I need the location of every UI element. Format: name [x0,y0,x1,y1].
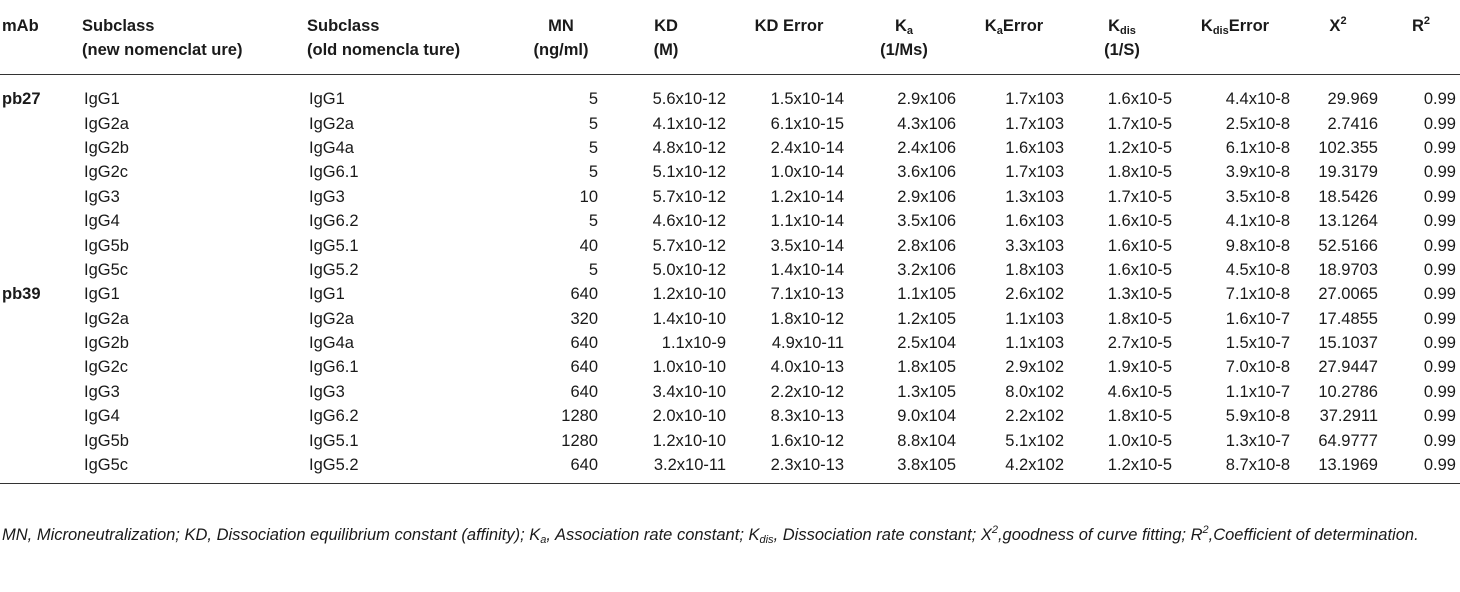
cell-kdis: 1.6x10-5 [1107,212,1172,231]
cell-r2: 0.99 [1423,431,1456,450]
cell-ka-error: 1.1x103 [1005,309,1064,328]
cell-subclass-old: IgG6.1 [309,358,359,377]
cell-kd-error: 2.4x10-14 [770,138,844,157]
cell-r2: 0.99 [1423,285,1456,304]
cell-kdis: 2.7x10-5 [1107,334,1172,353]
cell-mab [0,258,80,282]
cell-x2: 2.7416 [1327,114,1378,133]
cell-ka: 1.2x105 [897,309,956,328]
cell-kd-error: 1.8x10-12 [770,309,844,328]
cell-mn: 640 [570,285,598,304]
cell-r2: 0.99 [1423,358,1456,377]
cell-kd-error: 6.1x10-15 [770,114,844,133]
cell-subclass-new: IgG2c [84,358,129,377]
cell-mab: pb27 [2,90,41,109]
cell-kdis-error: 5.9x10-8 [1225,407,1290,426]
cell-subclass-old: IgG5.2 [309,260,359,279]
cell-subclass-new: IgG5b [84,236,129,255]
cell-subclass-old: IgG2a [309,309,354,328]
cell-subclass-old: IgG3 [309,187,345,206]
cell-r2: 0.99 [1423,212,1456,231]
cell-subclass-old: IgG4a [309,334,354,353]
cell-kd-error: 2.2x10-12 [770,382,844,401]
cell-kdis-error: 9.8x10-8 [1225,236,1290,255]
cell-x2: 64.9777 [1318,431,1378,450]
cell-kdis-error: 8.7x10-8 [1176,453,1294,484]
cell-kdis-error: 1.3x10-7 [1225,431,1290,450]
cell-kdis: 4.6x10-5 [1107,382,1172,401]
header-subclass-old: Subclass (old nomencla ture) [305,0,520,75]
cell-ka: 2.9x106 [897,90,956,109]
cell-r2: 0.99 [1423,138,1456,157]
cell-kd-error: 3.5x10-14 [770,236,844,255]
cell-x2: 19.3179 [1318,163,1378,182]
cell-mab [0,136,80,160]
cell-ka: 2.4x106 [897,138,956,157]
cell-x2: 27.9447 [1318,358,1378,377]
table-row [0,75,1460,112]
table-row [0,209,1460,233]
cell-mab [0,111,80,135]
cell-x2: 52.5166 [1318,236,1378,255]
table-row [0,380,1460,404]
cell-x2: 37.2911 [1319,407,1378,426]
cell-kdis-error: 4.1x10-8 [1225,212,1290,231]
cell-subclass-new: IgG5c [80,453,305,484]
cell-mn: 640 [520,453,602,484]
cell-ka-error: 2.6x102 [1005,285,1064,304]
cell-x2: 13.1969 [1294,453,1382,484]
cell-ka: 4.3x106 [897,114,956,133]
cell-ka: 2.5x104 [897,334,956,353]
cell-kdis: 1.2x10-5 [1068,453,1176,484]
cell-ka-error: 8.0x102 [1005,382,1064,401]
cell-ka: 2.8x106 [897,236,956,255]
cell-mn: 10 [579,187,598,206]
cell-mab [0,380,80,404]
cell-kdis-error: 7.1x10-8 [1225,285,1290,304]
cell-r2: 0.99 [1423,260,1456,279]
table-row [0,185,1460,209]
cell-mn: 640 [570,382,598,401]
cell-mn: 5 [588,138,598,157]
cell-kd: 5.7x10-12 [652,236,726,255]
cell-mn: 1280 [561,431,598,450]
table-row [0,428,1460,452]
cell-mn: 40 [579,236,598,255]
cell-ka-error: 5.1x102 [1005,431,1064,450]
cell-subclass-new: IgG3 [84,187,120,206]
cell-subclass-old: IgG1 [309,285,345,304]
cell-kdis-error: 1.1x10-7 [1225,382,1290,401]
cell-ka: 8.8x104 [897,431,956,450]
cell-kd: 5.7x10-12 [652,187,726,206]
cell-ka: 3.2x106 [897,260,956,279]
cell-kd: 4.8x10-12 [652,138,726,157]
cell-kd: 1.0x10-10 [652,358,726,377]
cell-kdis-error: 3.5x10-8 [1225,187,1290,206]
cell-kdis: 1.7x10-5 [1107,187,1172,206]
cell-mn: 5 [588,163,598,182]
cell-x2: 13.1264 [1318,212,1378,231]
cell-kdis-error: 4.4x10-8 [1225,90,1290,109]
cell-x2: 27.0065 [1318,285,1378,304]
cell-kd: 1.4x10-10 [652,309,726,328]
cell-kdis: 1.8x10-5 [1107,163,1172,182]
cell-ka-error: 1.8x103 [1005,260,1064,279]
cell-mab [0,307,80,331]
cell-kdis-error: 7.0x10-8 [1225,358,1290,377]
cell-kdis-error: 1.6x10-7 [1225,309,1290,328]
table-body [0,75,1460,484]
table-row [0,331,1460,355]
cell-mn: 640 [570,334,598,353]
cell-mab: pb39 [2,285,41,304]
cell-kd: 4.1x10-12 [652,114,726,133]
cell-r2: 0.99 [1423,334,1456,353]
header-ka: $K_a$ (1/Ms) [848,0,960,75]
cell-kdis: 1.6x10-5 [1107,90,1172,109]
table-row [0,307,1460,331]
cell-r2: 0.99 [1382,453,1460,484]
table-row [0,258,1460,282]
cell-kd-error: 1.5x10-14 [770,90,844,109]
cell-subclass-new: IgG1 [84,90,120,109]
cell-mab [0,428,80,452]
header-subclass-new: Subclass (new nomenclat ure) [80,0,305,75]
cell-kd: 1.2x10-10 [652,431,726,450]
cell-subclass-new: IgG1 [84,285,120,304]
cell-ka-error: 1.6x103 [1005,212,1064,231]
cell-kdis-error: 2.5x10-8 [1225,114,1290,133]
cell-kdis: 1.8x10-5 [1107,407,1172,426]
cell-ka: 1.1x105 [897,285,956,304]
cell-kd-error: 1.6x10-12 [770,431,844,450]
cell-kdis-error: 4.5x10-8 [1225,260,1290,279]
cell-r2: 0.99 [1423,187,1456,206]
cell-ka: 1.3x105 [897,382,956,401]
header-kd: KD (M) [602,0,730,75]
cell-x2: 17.4855 [1318,309,1378,328]
cell-subclass-old: IgG6.1 [309,163,359,182]
cell-ka-error: 2.9x102 [1005,358,1064,377]
cell-subclass-new: IgG3 [84,382,120,401]
cell-subclass-new: IgG2a [84,309,129,328]
cell-r2: 0.99 [1423,114,1456,133]
cell-subclass-old: IgG2a [309,114,354,133]
header-mn: MN (ng/ml) [520,0,602,75]
cell-subclass-new: IgG2b [84,138,129,157]
cell-kdis: 1.8x10-5 [1107,309,1172,328]
cell-mn: 5 [588,212,598,231]
header-kd-error: KD Error [730,0,848,75]
cell-x2: 15.1037 [1318,334,1378,353]
cell-ka: 9.0x104 [897,407,956,426]
cell-kd: 1.1x10-9 [661,334,726,353]
table-header [0,0,1460,75]
cell-r2: 0.99 [1423,163,1456,182]
cell-kd-error: 2.3x10-13 [730,453,848,484]
cell-kdis: 1.7x10-5 [1107,114,1172,133]
table-row [0,453,1460,484]
cell-kd: 3.2x10-11 [602,453,730,484]
cell-ka-error: 2.2x102 [1005,407,1064,426]
table-row [0,404,1460,428]
cell-kd: 5.0x10-12 [652,260,726,279]
cell-kdis: 1.2x10-5 [1107,138,1172,157]
header-x2: $X^2$ [1294,0,1382,75]
cell-mn: 5 [588,90,598,109]
cell-ka-error: 1.1x103 [1005,334,1064,353]
cell-ka-error: 1.3x103 [1005,187,1064,206]
table-footnote: MN, Microneutralization; KD, Dissociation equilibrium constant (affinity); $K_a$, Association rate constant; $K_{dis}$, Dissociation rate constant; $X^2,goodness$ of curve fitting; $R^2,Coefficient$ of determination. [2,524,1419,546]
cell-kd: 3.4x10-10 [652,382,726,401]
cell-mab [0,404,80,428]
cell-subclass-old: IgG5.1 [309,431,359,450]
cell-ka: 3.5x106 [897,212,956,231]
cell-kdis-error: 3.9x10-8 [1225,163,1290,182]
cell-kdis: 1.3x10-5 [1107,285,1172,304]
cell-x2: 10.2786 [1318,382,1378,401]
header-r2: $R^2$ [1382,0,1460,75]
cell-ka-error: 1.7x103 [1005,90,1064,109]
cell-subclass-new: IgG4 [84,212,120,231]
cell-kd-error: 7.1x10-13 [770,285,844,304]
cell-x2: 18.5426 [1318,187,1378,206]
cell-kd-error: 1.4x10-14 [770,260,844,279]
cell-kd: 5.1x10-12 [652,163,726,182]
cell-mab [0,185,80,209]
cell-subclass-old: IgG5.2 [305,453,520,484]
cell-kdis: 1.6x10-5 [1107,236,1172,255]
cell-mab [0,209,80,233]
cell-mn: 5 [588,260,598,279]
header-mab: mAb [0,0,80,75]
cell-kd: 4.6x10-12 [652,212,726,231]
cell-ka: 2.9x106 [897,187,956,206]
cell-kdis-error: 6.1x10-8 [1225,138,1290,157]
cell-mn: 5 [588,114,598,133]
table-row [0,111,1460,135]
table-row [0,160,1460,184]
header-ka-error: $K_aError$ [960,0,1068,75]
cell-mab [0,355,80,379]
cell-kd: 1.2x10-10 [652,285,726,304]
cell-subclass-old: IgG6.2 [309,407,359,426]
table-row [0,355,1460,379]
cell-subclass-new: IgG2c [84,163,129,182]
cell-kd: 5.6x10-12 [652,90,726,109]
header-kdis: $K_{dis}$ (1/S) [1068,0,1176,75]
cell-mab [0,160,80,184]
cell-kd-error: 1.2x10-14 [770,187,844,206]
cell-subclass-new: IgG2a [84,114,129,133]
cell-mn: 320 [570,309,598,328]
cell-ka: 3.8x105 [848,453,960,484]
cell-kd-error: 1.0x10-14 [770,163,844,182]
cell-subclass-old: IgG6.2 [309,212,359,231]
cell-kdis: 1.9x10-5 [1107,358,1172,377]
cell-subclass-new: IgG2b [84,334,129,353]
cell-ka-error: 1.6x103 [1005,138,1064,157]
cell-r2: 0.99 [1423,309,1456,328]
cell-kdis-error: 1.5x10-7 [1225,334,1290,353]
cell-subclass-old: IgG1 [309,90,345,109]
cell-ka-error: 1.7x103 [1005,114,1064,133]
cell-subclass-old: IgG3 [309,382,345,401]
cell-subclass-old: IgG4a [309,138,354,157]
cell-kd-error: 1.1x10-14 [770,212,844,231]
cell-kdis: 1.6x10-5 [1107,260,1172,279]
header-kdis-error: $K_{dis}Error$ [1176,0,1294,75]
cell-mn: 640 [570,358,598,377]
cell-ka: 3.6x106 [897,163,956,182]
cell-ka-error: 1.7x103 [1005,163,1064,182]
cell-x2: 102.355 [1318,138,1378,157]
cell-kd-error: 8.3x10-13 [770,407,844,426]
cell-kd-error: 4.9x10-11 [771,334,844,353]
cell-kd: 2.0x10-10 [652,407,726,426]
cell-subclass-new: IgG5b [84,431,129,450]
cell-ka-error: 3.3x103 [1005,236,1064,255]
cell-kdis: 1.0x10-5 [1107,431,1172,450]
table-row [0,282,1460,306]
cell-mab [0,233,80,257]
cell-mab [0,453,80,484]
cell-x2: 18.9703 [1318,260,1378,279]
cell-r2: 0.99 [1423,407,1456,426]
cell-ka-error: 4.2x102 [960,453,1068,484]
cell-mab [0,331,80,355]
cell-r2: 0.99 [1423,90,1456,109]
cell-mn: 1280 [561,407,598,426]
cell-x2: 29.969 [1327,90,1378,109]
table-row [0,233,1460,257]
cell-ka: 1.8x105 [897,358,956,377]
cell-subclass-old: IgG5.1 [309,236,359,255]
cell-kd-error: 4.0x10-13 [770,358,844,377]
cell-r2: 0.99 [1423,382,1456,401]
cell-subclass-new: IgG4 [84,407,120,426]
cell-r2: 0.99 [1423,236,1456,255]
cell-subclass-new: IgG5c [84,260,129,279]
table-row [0,136,1460,160]
